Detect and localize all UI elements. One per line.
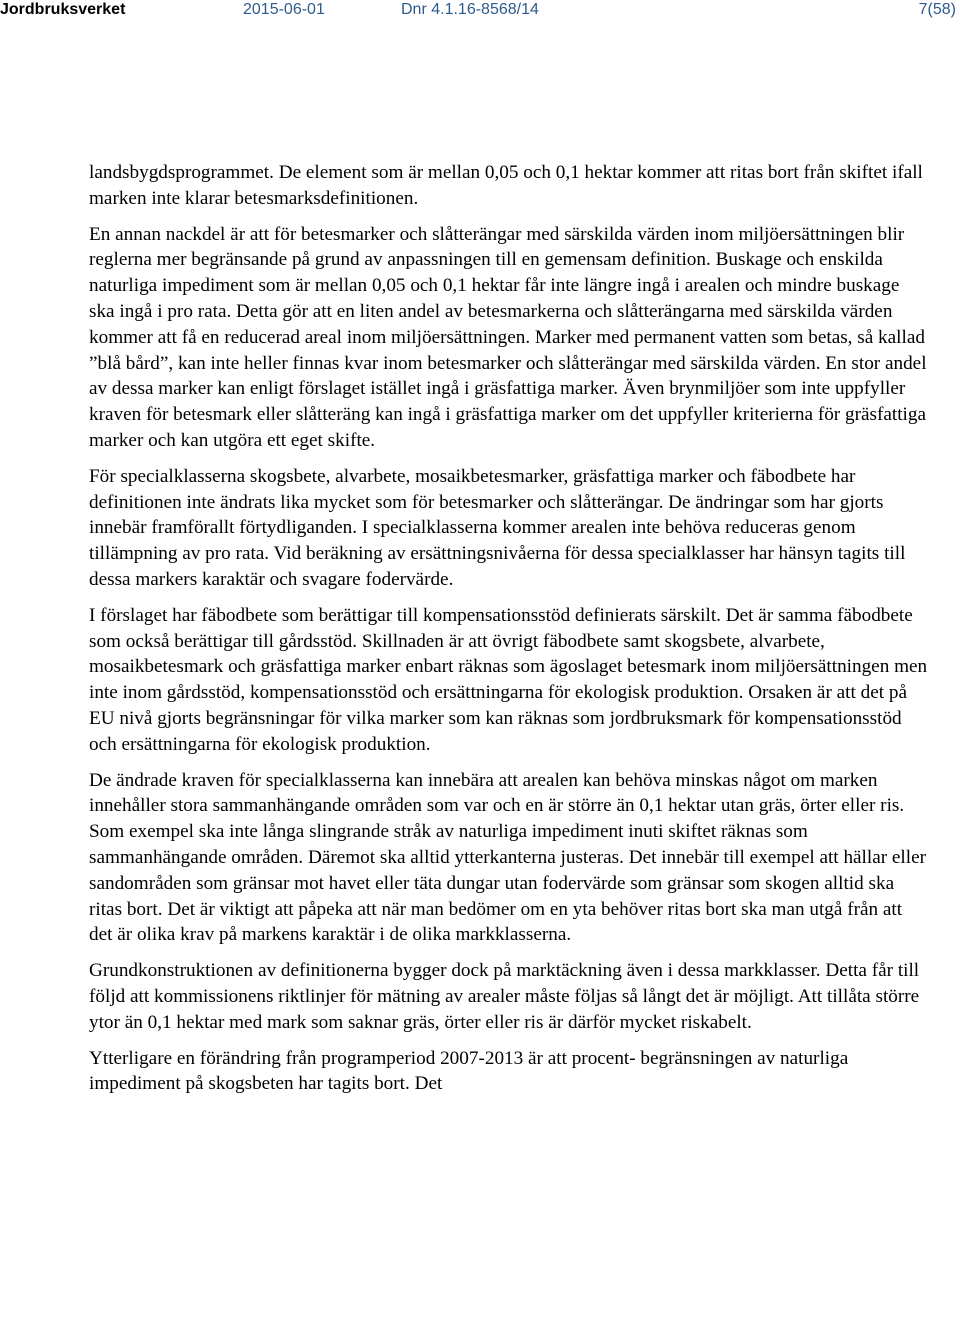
organization-name: Jordbruksverket (0, 1, 126, 18)
paragraph: En annan nackdel är att för betesmarker och slåtterängar med särskilda värden inom miljöersättningen blir reglerna mer begränsande på grund av anpassningen till en gemensam definition. Buskage och enskilda naturliga impediment som är mellan 0,05 och 0,1 hektar får inte längre ingå i arealen och mindre buskage ska ingå i pro rata. Detta gör att en liten andel av betesmarkerna och slåtterängarna med särskilda värden kommer att få en reducerad areal inom miljöersättningen. Marker med permanent vatten som betas, så kallad ”blå bård”, kan inte heller finnas kvar inom betesmarker och slåtterängar med särskilda värden. En stor andel av dessa marker kan enligt förslaget istället ingå i gräsfattiga marker. Även brynmiljöer som inte uppfyller kraven för betesmark eller slåtteräng kan ingå i gräsfattiga marker om det uppfyller kriterierna för gräsfattiga marker och kan utgöra ett eget skifte. (89, 223, 927, 451)
paragraph: I förslaget har fäbodbete som berättigar till kompensationsstöd definierats särskilt. Det är samma fäbodbete som också berättigar till gårdsstöd. Skillnaden är att övrigt fäbodbete samt skogsbete, alvarbete, mosaikbetesmark och gräsfattiga marker enbart räknas som ägoslaget betesmark inom miljöersättningen men inte inom gårdsstöd, kompensationsstöd och ersättningarna för ekologisk produktion. Orsaken är att det på EU nivå gjorts begränsningar för vilka marker som kan räknas som jordbruksmark för kompensationsstöd och ersättningarna för ekologisk produktion. (89, 604, 928, 755)
paragraph: Grundkonstruktionen av definitionerna bygger dock på marktäckning även i dessa markklasser. Detta får till följd att kommissionens riktlinjer för mätning av arealer måste följas så långt det är möjligt. Att tillåta större ytor än 0,1 hektar med mark som saknar gräs, örter eller ris är därför mycket riskabelt. (89, 960, 920, 1033)
paragraph: Ytterligare en förändring från programperiod 2007-2013 är att procent- begränsningen av naturliga impediment på skogsbeten har tagits bort. Det (89, 1047, 849, 1095)
paragraph: För specialklasserna skogsbete, alvarbete, mosaikbetesmarker, gräsfattiga marker och fäbodbete har definitionen inte ändrats lika mycket som för betesmarker och slåtterängar. De ändringar som har gjorts innebär framförallt förtydliganden. I specialklasserna kommer arealen inte behöva reduceras genom tillämpning av pro rata. Vid beräkning av ersättningsnivåerna för dessa specialklasser har hänsyn tagits till dessa markers karaktär och svagare fodervärde. (89, 465, 906, 590)
paragraph: De ändrade kraven för specialklasserna kan innebära att arealen kan behöva minskas något om marken innehåller stora sammanhängande områden som var och en är större än 0,1 hektar utan gräs, örter eller ris. Som exempel ska inte långa slingrande stråk av naturliga impediment inuti skiftet räknas som sammanhängande områden. Däremot ska alltid ytterkanterna justeras. Det innebär till exempel att hällar eller sandområden som gränsar mot havet eller täta dungar utan fodervärde som gränsar som skogen alltid ska ritas bort. Det är viktigt att påpeka att när man bedömer om en yta behöver ritas bort ska man utgå från att det är olika krav på markens karaktär i de olika markklasserna. (89, 769, 926, 946)
page-number: 7(58) (918, 1, 956, 18)
page-header (0, 0, 960, 22)
document-body (89, 160, 929, 1097)
reference-number: Dnr 4.1.16-8568/14 (401, 1, 539, 18)
paragraph: landsbygdsprogrammet. De element som är mellan 0,05 och 0,1 hektar kommer att ritas bort från skiftet ifall marken inte klarar betesmarksdefinitionen. (89, 162, 923, 209)
document-date: 2015-06-01 (243, 1, 325, 18)
